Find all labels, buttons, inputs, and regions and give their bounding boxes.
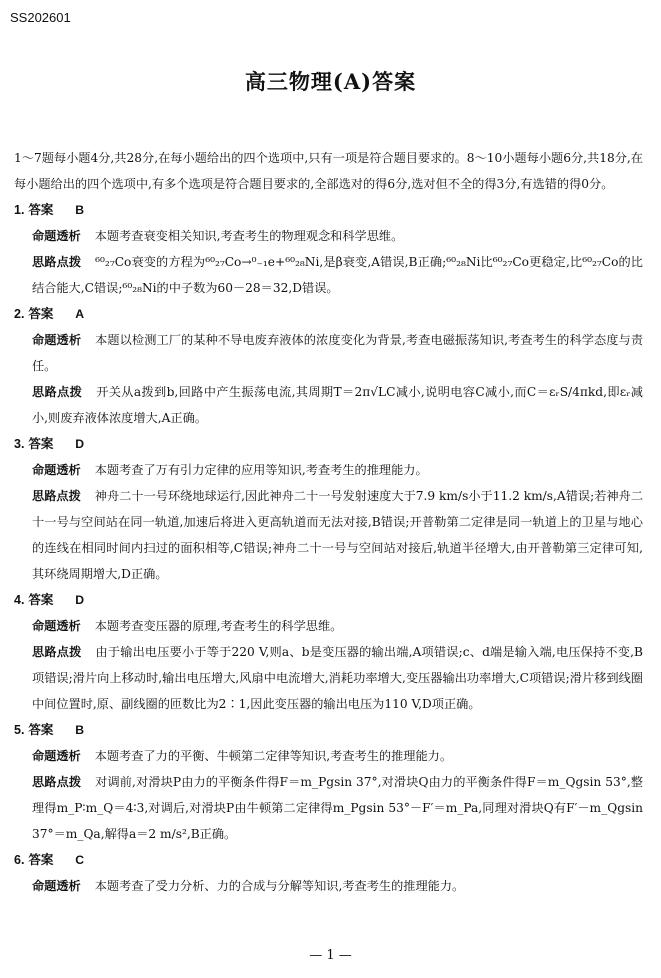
question-header [14,847,643,873]
analysis-label: 命题透析 [32,333,82,347]
answer-value: D [75,437,85,451]
analysis-row [32,613,643,639]
question-number: 3. [14,437,25,451]
page-number: — 1 — [309,948,352,963]
hint-label: 思路点拨 [32,645,82,659]
question-header [14,301,643,327]
page-title: 高三物理(A)答案 [244,69,417,94]
document-code: SS202601 [10,10,71,25]
answer-label: 答案 [28,853,54,867]
answer-label: 答案 [28,437,54,451]
analysis-row [32,223,643,249]
analysis-label: 命题透析 [32,749,81,763]
answer-label: 答案 [28,203,54,217]
hint-text: ⁶⁰₂₇Co衰变的方程为⁶⁰₂₇Co→⁰₋₁e+⁶⁰₂₈Ni,是β衰变,A错误,B正确;⁶⁰₂₈Ni比⁶⁰₂₇Co更稳定,比⁶⁰₂₇Co的比结合能大,C错误;⁶⁰₂₈Ni的中子数为60－28＝32,D错误。 [32,255,643,295]
hint-row [32,483,643,587]
hint-row [32,249,643,301]
hint-text: 神舟二十一号环绕地球运行,因此神舟二十一号发射速度大于7.9 km/s小于11.2 km/s,A错误;若神舟二十一号与空间站在同一轨道,加速后将进入更高轨道而无法对接,B错误;开普勒第二定律是同一轨道上的卫星与地心的连线在相同时间内扫过的面积相等,C错误;神舟二十一号与空间站对接后,轨道半径增大,由开普勒第三定律可知,其环绕周期增大,D正确。 [32,489,644,581]
answer-label: 答案 [28,307,54,321]
answer-content [14,145,643,899]
hint-text: 开关从a拨到b,回路中产生振荡电流,其周期T＝2π√LC减小,说明电容C减小,而C＝εᵣS/4πkd,即εᵣ减小,则废弃液体浓度增大,A正确。 [32,385,643,425]
analysis-text: 本题考查了力的平衡、牛顿第二定律等知识,考查考生的推理能力。 [94,749,453,763]
answer-label: 答案 [28,723,54,737]
scoring-instructions: 1～7题每小题4分,共28分,在每小题给出的四个选项中,只有一项是符合题目要求的。8～10小题每小题6分,共18分,在每小题给出的四个选项中,有多个选项是符合题目要求的,全部选对的得6分,选对但不全的得3分,有选错的得0分。 [14,151,643,191]
question-number: 1. [14,203,25,217]
analysis-label: 命题透析 [32,463,81,477]
question-header [14,197,643,223]
question-2 [14,301,643,431]
question-6 [14,847,643,899]
analysis-row [32,743,643,769]
question-number: 2. [14,307,25,321]
analysis-row [32,327,643,379]
analysis-label: 命题透析 [32,879,81,893]
hint-text: 对调前,对滑块P由力的平衡条件得F＝m_Pgsin 37°,对滑块Q由力的平衡条件得F＝m_Qgsin 53°,整理得m_P∶m_Q＝4∶3,对调后,对滑块P由牛顿第二定律得m_Pgsin 53°－F′＝m_Pa,同理对滑块Q有F′－m_Qgsin 37°＝m_Qa,解得a＝2 m/s²,B正确。 [32,775,643,841]
hint-label: 思路点拨 [32,255,82,269]
question-number: 5. [14,723,25,737]
analysis-row [32,873,643,899]
hint-text: 由于输出电压要小于等于220 V,则a、b是变压器的输出端,A项错误;c、d端是输入端,电压保持不变,B项错误;滑片向上移动时,输出电压增大,风扇中电流增大,消耗功率增大,变压器输出功率增大,C项错误;滑片移到线圈中间位置时,原、副线圈的匝数比为2∶1,因此变压器的输出电压为110 V,D项正确。 [32,645,643,711]
hint-label: 思路点拨 [32,489,81,503]
hint-row [32,379,643,431]
question-header [14,431,643,457]
hint-row [32,639,643,717]
analysis-text: 本题考查了受力分析、力的合成与分解等知识,考查考生的推理能力。 [94,879,465,893]
question-header [14,587,643,613]
analysis-text: 本题考查衰变相关知识,考查考生的物理观念和科学思维。 [94,229,404,243]
analysis-row [32,457,643,483]
question-number: 4. [14,593,25,607]
analysis-label: 命题透析 [32,229,81,243]
analysis-text: 本题考查变压器的原理,考查考生的科学思维。 [94,619,343,633]
answer-value: C [75,853,85,867]
question-header [14,717,643,743]
hint-label: 思路点拨 [32,775,82,789]
answer-value: A [75,307,85,321]
answer-value: D [75,593,85,607]
answer-label: 答案 [28,593,54,607]
analysis-text: 本题以检测工厂的某种不导电废弃液体的浓度变化为背景,考查电磁振荡知识,考查考生的科学态度与责任。 [32,333,644,373]
answer-value: B [75,723,85,737]
hint-row [32,769,643,847]
question-1 [14,197,643,301]
question-number: 6. [14,853,25,867]
hint-label: 思路点拨 [32,385,83,399]
answer-value: B [75,203,85,217]
analysis-label: 命题透析 [32,619,81,633]
question-4 [14,587,643,717]
analysis-text: 本题考查了万有引力定律的应用等知识,考查考生的推理能力。 [94,463,428,477]
question-5 [14,717,643,847]
question-3 [14,431,643,587]
